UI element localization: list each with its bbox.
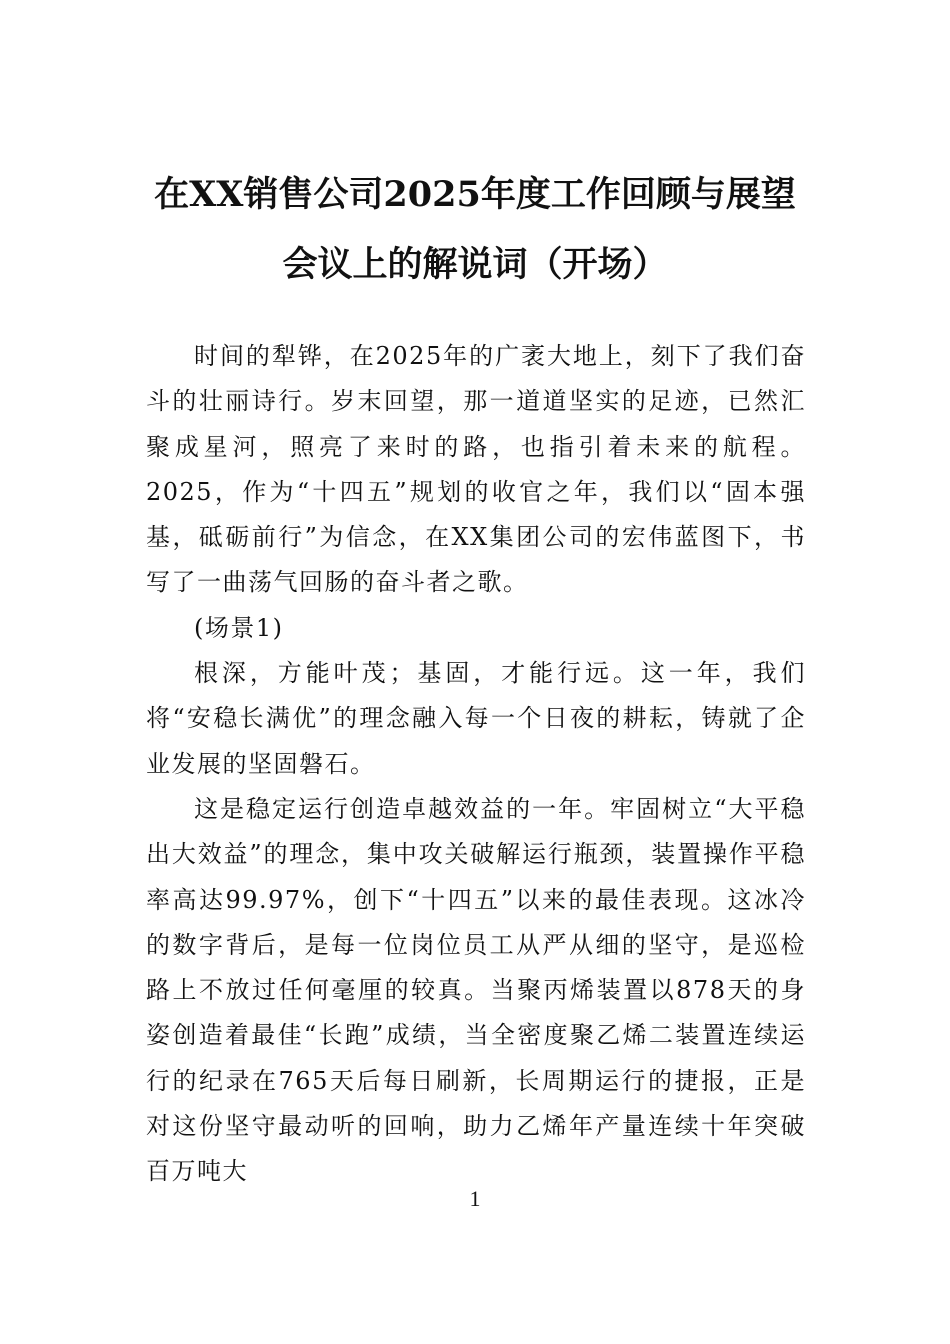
title-line-2: 会议上的解说词（开场）	[282, 244, 668, 285]
paragraph-stable-operation: 这是稳定运行创造卓越效益的一年。牢固树立“大平稳出大效益”的理念，集中攻关破解运行瓶颈，装置操作平稳率高达99.97%，创下“十四五”以来的最佳表现。这冰冷的数字背后，是每一位岗位员工从严从细的坚守，是巡检路上不放过任何毫厘的较真。当聚丙烯装置以878天的身姿创造着最佳“长跑”成绩，当全密度聚乙烯二装置连续运行的纪录在765天后每日刷新，长周期运行的捷报，正是对这份坚守最动听的回响，助力乙烯年产量连续十年突破百万吨大	[146, 794, 806, 1186]
document-body	[146, 334, 806, 1195]
paragraph-foundation: 根深，方能叶茂；基固，才能行远。这一年，我们将“安稳长满优”的理念融入每一个日夜的耕耘，铸就了企业发展的坚固磐石。	[146, 659, 806, 778]
paragraph-intro: 时间的犁铧，在2025年的广袤大地上，刻下了我们奋斗的壮丽诗行。岁末回望，那一道道坚实的足迹，已然汇聚成星河，照亮了来时的路，也指引着未来的航程。2025，作为“十四五”规划的收官之年，我们以“固本强基，砥砺前行”为信念，在XX集团公司的宏伟蓝图下，书写了一曲荡气回肠的奋斗者之歌。	[146, 342, 806, 597]
paragraph-scene-label: (场景1)	[194, 613, 284, 642]
document-title	[120, 160, 830, 300]
title-line-1: 在XX销售公司2025年度工作回顾与展望	[154, 174, 796, 215]
page-number: 1	[469, 1186, 481, 1211]
